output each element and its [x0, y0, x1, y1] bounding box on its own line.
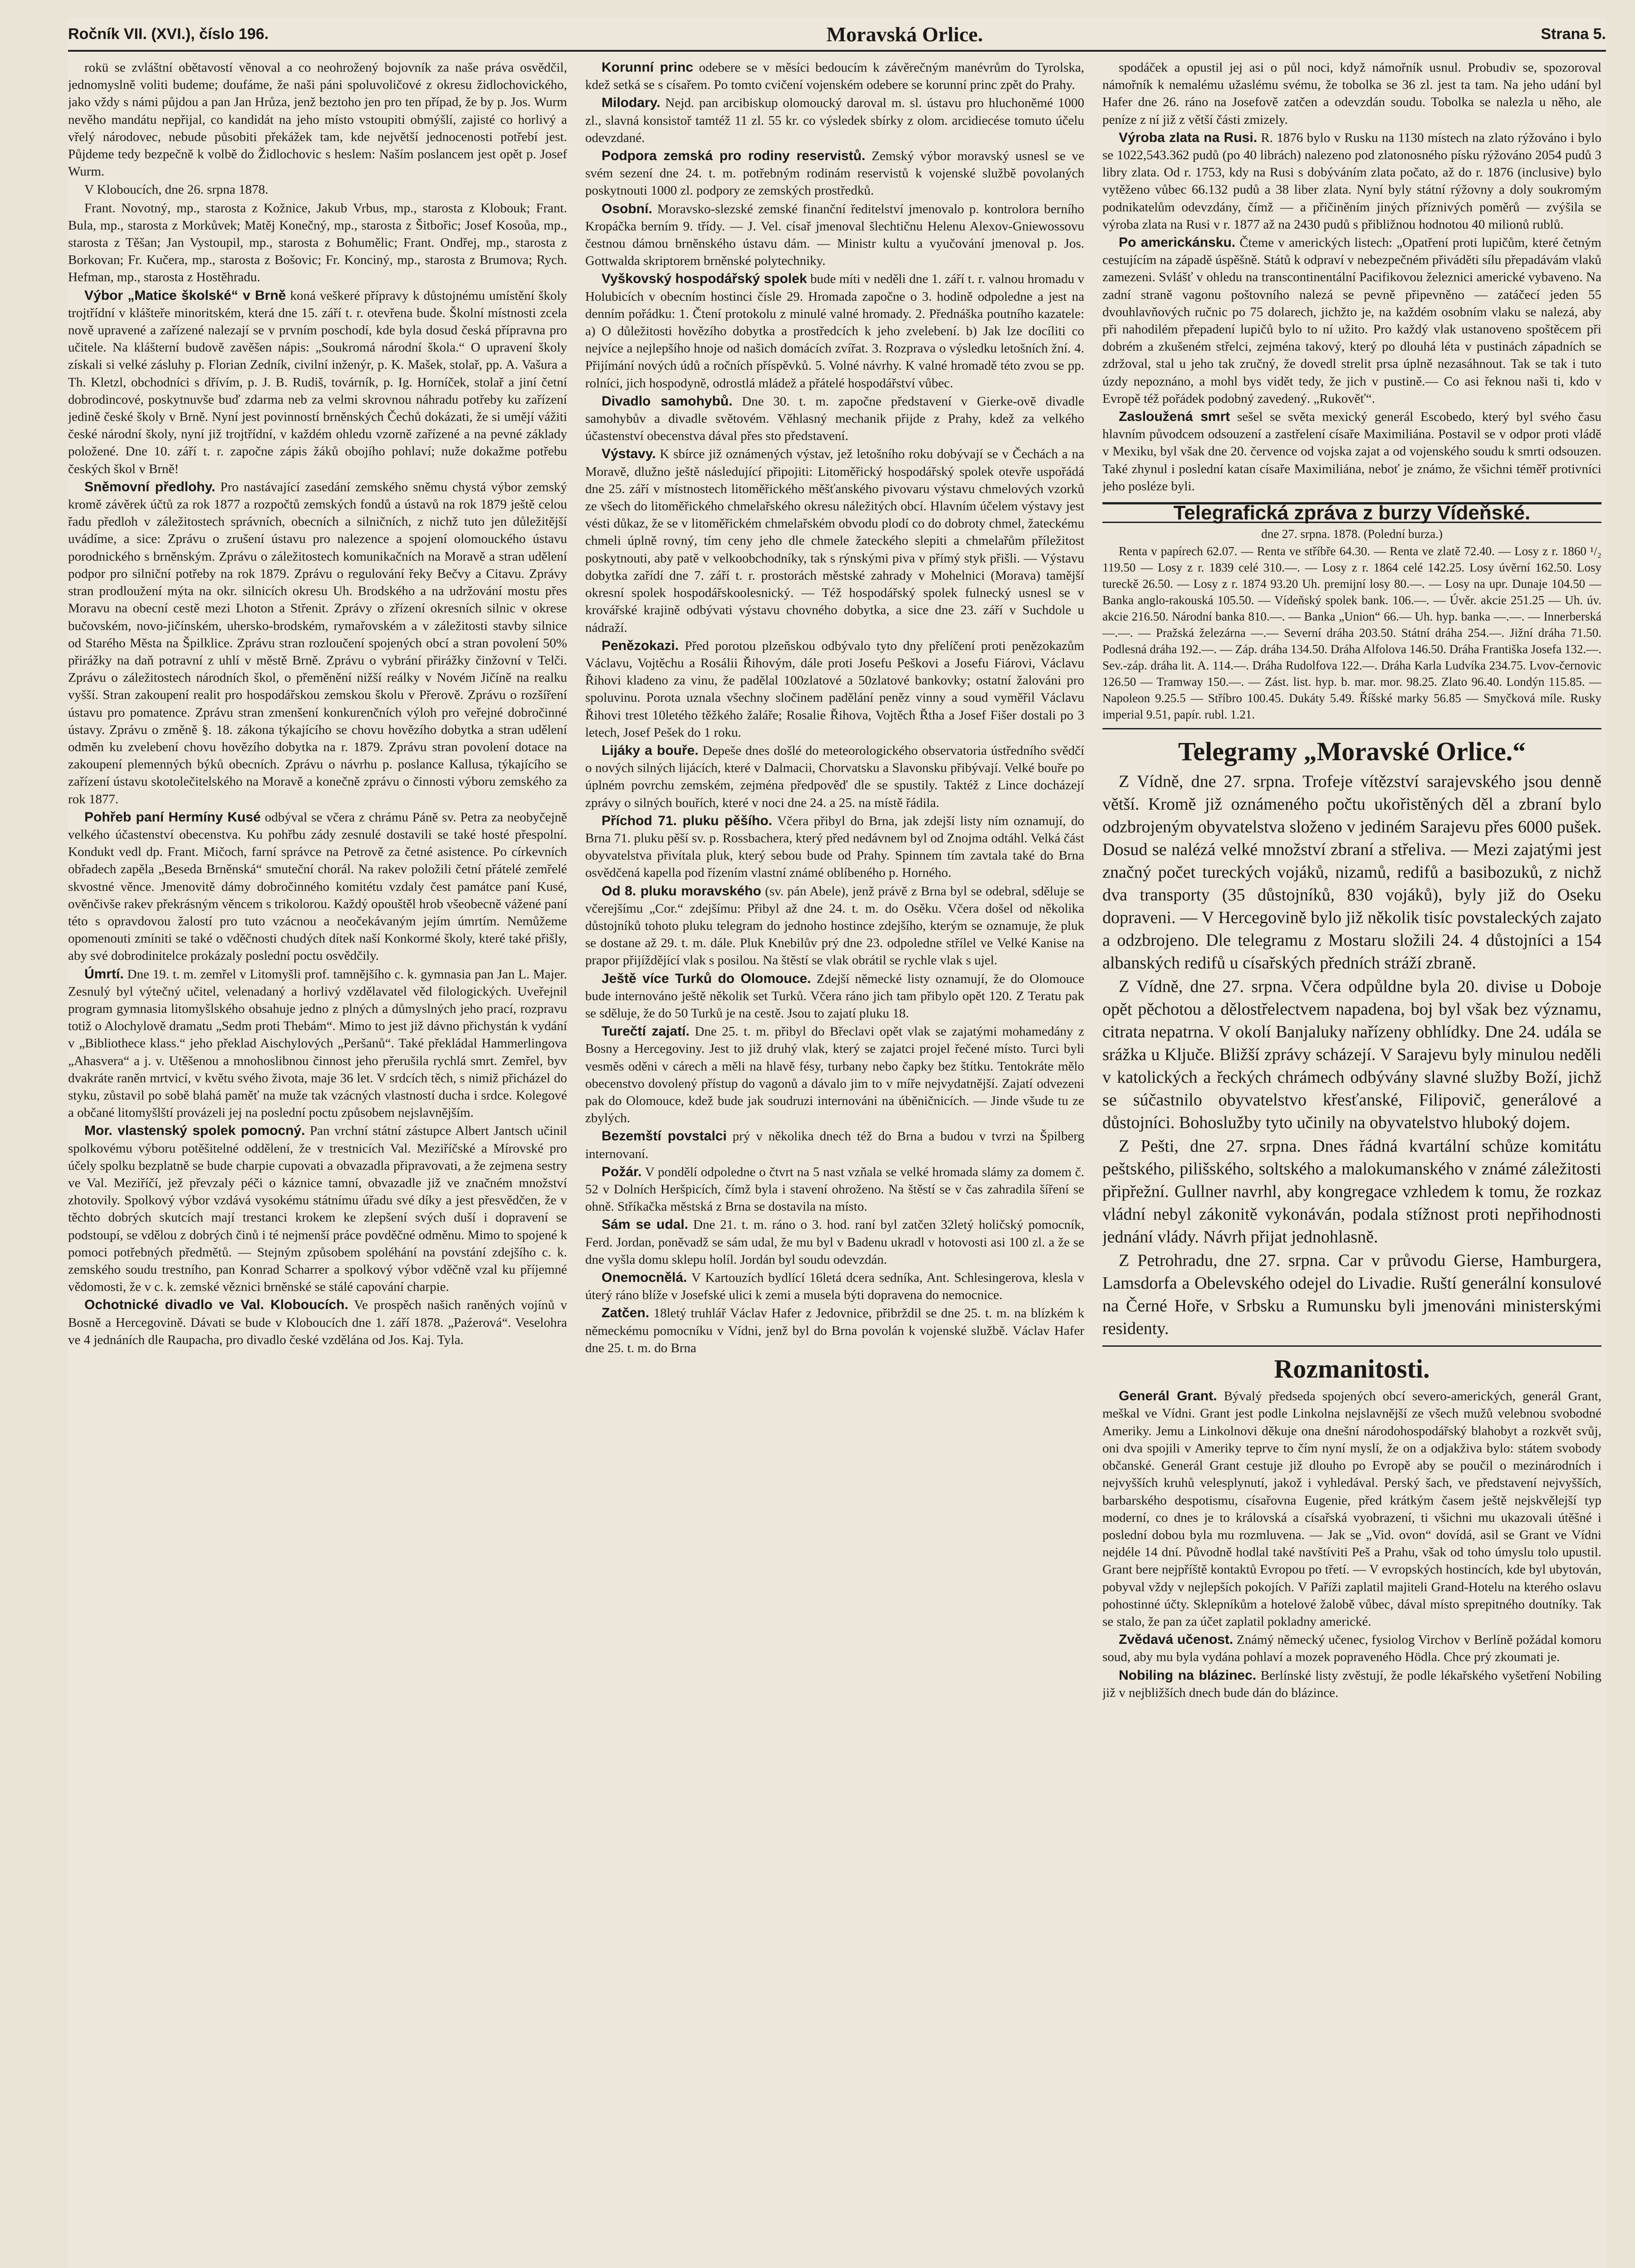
telegrams-title: Telegramy „Moravské Orlice.“ — [1178, 737, 1526, 767]
article — [1102, 1388, 1601, 1630]
article-heading: Po americkánsku. — [1119, 235, 1236, 250]
article-heading: Divadlo samohybů. — [602, 393, 733, 409]
article — [68, 287, 567, 478]
telegram: Z Petrohradu, dne 27. srpna. Car v průvodu Gierse, Hamburgera, Lamsdorfa a Obelevského odejel do Livadie. Ruští generální konsulové na Černé Hoře, v Srbsku a Rumunsku byli jmenováni ministerskými residenty. — [1102, 1251, 1601, 1339]
article — [585, 445, 1084, 636]
article-heading: Turečtí zajatí. — [602, 1024, 690, 1039]
article-heading: Korunní princ — [602, 60, 694, 75]
article-text: Pan vrchní státní zástupce Albert Jantsch učinil spolkovému výboru potěšitelné oddělení, že v trestnicích Val. Meziříčské a Mírovské pro účely spolku bezplatně se bude charpie cupovati a obvazadla připravovati, a že zejmena sestry ve Val. Meziříčí, jež převzaly péči o káznice tamní, obvazadle již ve značném množství zhotovily. Spolkový výbor vzdává vysokému státnímu úřadu své díky a jest přesvědčen, že v těchto dobrých skutcích mají trestanci krokem ke zlepšení svých duší i dopravení se podstoupí, se vdělou z dobrých činů i té nejmenší práce povděčné odměnu. Mimo to spojené k pomoci potřebných předmětů. — Stejným způsobem spoléhání na povstání zdejšího c. k. zemského soudu trestního, pan Konrad Scharrer a spolkový výbor vděčně vzal ku příjemné vědomosti, že v c. k. zemské věznici brněnské se stálé capování charpie. — [68, 1124, 567, 1295]
telegram: Z Vídně, dne 27. srpna. Trofeje vítězství sarajevského jsou denně větší. Kromě již oznámeného počtu ukořistěných děl a zbraní bylo odzbrojeným obyvatelstva složeno v jediném Sarajevu přes 6000 pušek. Dosud se nalézá velké množství zbraní a střeliva. — Mezi zajatými jest značný počet tureckých vojáků, nizamů, redifů a basibozuků, z nichž dva transporty (35 důstojníků, 830 vojáků), byly již do Oseku dopraveni. — V Hercegovině bylo již několik tisíc povstaleckých zajato a odzbrojeno. Dle telegramu z Mostaru složili 24. 4 důstojníci a 154 albanských redifů u císařských předních stráží zbraně. — [1102, 772, 1601, 973]
article — [1102, 1667, 1601, 1701]
article — [585, 393, 1084, 445]
article-heading: Vyškovský hospodářský spolek — [602, 271, 807, 287]
article — [585, 1023, 1084, 1127]
newspaper-title: Moravská Orlice. — [826, 22, 983, 46]
article-text: Nejd. pan arcibiskup olomoucký daroval m. sl. ústavu pro hluchoněmé 1000 zl., slavná konsistoř tamtéž 11 zl. 55 kr. co výsledek sbírky z olom. arcidiecése tomuto účelu odevzdané. — [585, 96, 1084, 145]
article — [1102, 1631, 1601, 1666]
article-text: V pondělí odpoledne o čtvrt na 5 nast vzňala se velké hromada slámy za domem č. 52 v Dolních Heršpicích, čímž byla i stavení ohroženo. Na štěstí se v čas zahradila šíření se ohně. Stříkačka městská z Brna se dostavila na místo. — [585, 1164, 1084, 1214]
article-heading: Od 8. pluku moravského — [602, 883, 761, 899]
article-heading: Ochotnické divadlo ve Val. Kloboucích. — [84, 1297, 348, 1313]
article-heading: Úmrtí. — [84, 966, 124, 982]
article-text: R. 1876 bylo v Rusku na 1130 místech na zlato rýžováno i bylo se 1022,543.362 pudů (po 40 librách) nalezeno pod zlatonosného písku rýžováno 2054 pudů 3 libry zlata. Od r. 1753, kdy na Rusi s dobýváním zlata počato, až do r. 1876 (inclusive) bylo vytěženo vůbec 66.132 pudů a 38 liber zlata. Nyní byly státní rýžovny a doly soukromým podnikatelům odevzdány, čímž — a přičiněním jiných příznivých poměrů — zvýšila se výroba zlata na Rusi v r. 1877 až na 2430 pudů s přibližnou hodnotou 40 milionů rublů. — [1102, 130, 1601, 232]
article — [1102, 408, 1601, 495]
article — [68, 966, 567, 1122]
article-heading: Milodary. — [602, 95, 661, 111]
article-heading: Výstavy. — [602, 446, 656, 462]
article-text: Čteme v amerických listech: „Opatření proti lupičům, které četným cestujícím na západě úspěšně. Států k odpraví v nebezpečném přiváděti sílu přepadávám vlaků zamezeni. Svlášť v ohledu na transcontinentální Pacifikovou železnici americké vybaveno. Na zadní straně vagonu poštovního nalezá se pevně připevněno — zatáčecí jeden 55 dvouhlavňových ručnic po 75 dolarech, jichžto je, na každém osobním vlaku se nalezá, aby při nahodilém přepadení lupičů bylo to ní užito. Pro každý vlak ustanoveno spoštěcem při dobrém a zkušeném střelci, zejména takový, který po dlouhá léta v pustinách západních se zdržoval, stal u jeho tak zručný, že dovedl strelit prsa úplně nezasáhnout. Tak se tak i tuto úzdy nepoznáno, a mohl bys vidět tedy, že jich v pustině.— Co asi řeknou naši ti, kdo v Evropě též pořádek podobný zavedený. „Rukověť“. — [1102, 235, 1601, 406]
article-text: Dne 30. t. m. započne představení v Gierke-ově divadle samohybův a divadle světovém. Věhlasný mechanik přijde z Prahy, kdež za velkého účastenství obecenstva dával přes sto představení. — [585, 394, 1084, 444]
article — [68, 1122, 567, 1295]
article-text: Dne 25. t. m. přibyl do Břeclavi opět vlak se zajatými mohamedány z Bosny a Hercegoviny. Jest to již druhý vlak, který se zajatci projel řečené místo. Turci byli vesměs oděni v cárech a měli na hlavě fésy, turbany nebo čapky bez štítku. Tentokráte mělo obecenstvo dovolený přístup do vagonů a dávalo jim to v míře nejvydatnější. Zajatí odvezeni pak do Olomouce, kdež bude jak soudruzi internováni na úběničnicích. — Jinde všude tu ze zbylých. — [585, 1024, 1084, 1126]
article — [585, 883, 1084, 969]
article-text: Před porotou plzeňskou odbývalo tyto dny přelíčení proti penězokazům Václavu, Vojtěchu a Rosálii Řihovým, dále proti Josefu Peškovi a Josefu Fiárovi, Václavu Řihovi kladeno za vinu, že padělal 100zlatové a 50zlatové bankovky; ostatní žalováni pro spoluvinu. Porota uznala všechny sločinem padělání peněz vinny a soud vyměřil Václavu Řihovi trest 10letého těžkého žaláře; Rosalie Řihova, Vojtěch Řtha a Josef Fišer dostali po 3 letech, Josef Pešek do 1 roku. — [585, 638, 1084, 740]
article-heading: Zasloužená smrt — [1119, 409, 1230, 425]
article — [585, 1216, 1084, 1268]
article-heading: Výroba zlata na Rusi. — [1119, 130, 1258, 145]
article-text: Berlínské listy zvěstují, že podle lékařského vyšetření Nobiling již v nejbližších dnech bude dán do blázince. — [1102, 1668, 1601, 1700]
divider — [1102, 1345, 1601, 1347]
article-heading: Podpora zemská pro rodiny reservistů. — [602, 148, 866, 164]
article — [585, 1269, 1084, 1304]
article-heading: Penězokazi. — [602, 638, 679, 653]
article — [585, 1163, 1084, 1216]
column-3 — [1102, 59, 1601, 2268]
stock-report-title: Telegrafická zpráva z burzy Vídeňské. — [1102, 502, 1601, 523]
article-heading: Ještě více Turků do Olomouce. — [602, 971, 811, 986]
article-text: bude míti v neděli dne 1. září t. r. valnou hromadu v Holubicích v obecním hostinci čísle 29. Hromada započne o 3. hodině odpoledne a jest na denním pořádku: 1. Čtení protokolu z minulé valné hromady. 2. Přednáška poutního kazatele: a) O důležitosti hovězího dobytka a prostředcích k jeho zvelebení. b) Jak lze docíliti co nejvíce a nejlepšího hnoje od našich domácích zvířat. 3. Rozprava o výsledku letošních žní. 4. Přijímání nových údů a ročních příspěvků. 5. Volné návrhy. K valné hromadě této zvou se pp. rolníci, jich hospodyně, odrostlá mládež a přátelé hospodářství vůbec. — [585, 272, 1084, 391]
dateline: V Kloboucích, dne 26. srpna 1878. — [84, 182, 269, 197]
signatories: Frant. Novotný, mp., starosta z Kožnice, Jakub Vrbus, mp., starosta z Klobouk; Frant. Bula, mp., starosta z Morkůvek; Matěj Konečný, mp., starosta z Šitbořic; Josef Kosoůa, mp., starosta z Těšan; Jan Vystoupil, mp., starosta z Bohumělic; Frant. Ondřej, mp., starosta z Borkovan; Fr. Kučera, mp., starosta z Bošovic; Fr. Konciný, mp., starosta z Brumova; Rych. Hefman, mp., starosta z Hostěhradu. — [68, 200, 567, 285]
article-heading: Pohřeb paní Hermíny Kusé — [84, 809, 261, 825]
article-heading: Onemocnělá. — [602, 1270, 687, 1286]
column-1 — [68, 59, 567, 2268]
article-text: spodáček a opustil jej asi o půl noci, když námořník usnul. Probudiv se, spozoroval námořník k nemalému užaslému svému, že tobolka se 36 zl. jest ta tam. Na jeho udání byl Hafer dne 26. ráno na Josefově zatčen a odevzdán soudu. Tobolka se nalezla u něho, ale peníze z ní již z větší části zmizely. — [1102, 60, 1601, 127]
article-text: (sv. pán Abele), jenž právě z Brna byl se odebral, sděluje se včerejšímu „Cor.“ zdejšímu: Přibyl až dne 24. t. m. do Osěku. Včera došel od několika důstojníků tohoto pluku telegram do jednoho hostince zdejšího, kterým se oznamuje, že pluk se dostane až 29. t. m. dále. Pluk Knebilův prý dne 23. odpoledne střílel ve Velké Kanise na prapor přijíždějící vlak s posilou. Na štěstí se vlak obrátil se rychle vlak s ujel. — [585, 884, 1084, 968]
article-heading: Požár. — [602, 1164, 642, 1179]
telegram: Z Vídně, dne 27. srpna. Včera odpůldne byla 20. divise u Doboje opět pěchotou a dělostřelectvem napadena, boj byl však bez významu, citrata nepatrna. V okolí Banjaluky nařízeny obhlídky. Dne 24. udála se srážka u Ključe. Bližší zprávy scházejí. V Sarajevu byly minulou neděli v katolických a řeckých chrámech odbývány slavné služby Boží, jichž se súčastnilo obyvatelstvo křesťanské, Filipovič, generálové a důstojníci. Bohoslužby tyto učinily na obyvatelstvo hluboký dojem. — [1102, 977, 1601, 1133]
article-text: Včera přibyl do Brna, jak zdejší listy ním oznamují, do Brna 71. pluku pěší sv. p. Rossbachera, který před nedávnem byl od Znojma odtáhl. Velká část obyvatelstva přivítala pluk, který sebou bude od Prahy. Spinnem tím zavtala také do Brna osvědčená kapella pod řízením vlastní známé oblíbeného p. Horného. — [585, 813, 1084, 880]
article-text: 18letý truhlář Václav Hafer z Jedovnice, přibrždil se dne 25. t. m. na blízkém k německému pomocníku v Vídni, jenž byl do Brna povolán k vojenské službě. Václav Hafer dne 25. t. m. do Brna — [585, 1306, 1084, 1355]
article-text: Bývalý předseda spojených obcí severo-amerických, generál Grant, meškal ve Vídni. Grant jest podle Linkolna nejslavnější ze všech mužů velebnou svobodné Ameriky. Jemu a Linkolnovi děkuje ona dnešní národohospodářský blahobyt a rozkvět svůj, oni dva spojili v Ameriky teprve to čím nyní myslí, že on a odjakživa bylo: státem svobody občanské. Generál Grant cestuje již dlouho po Evropě aby se poučil o mezinárodních i nejvyšších kruhů velesplynutí, jakož i vyhledával. Perský šach, ve představení nejvyšších, barbarského despotismu, císařovna Eugenie, před krátkým časem ještě nejskvělejší typ moderní, co dnes je to královská a císařská vyobrazení, ti všichni mu ukazovali útěšné i poslední dobou byla mu rozmluvena. — Jak se „Vid. ovon“ dovídá, asil se Grant ve Vídni nejdéle 14 dní. Původně hodlal také navštíviti Peš a Prahu, však od toho úmyslu tolo upustil. Grant bere nejpříště kontaktů Evropou po třetí. — V evropských hostincích, kde byl ubytován, pobyval vždy v nejlepších pokojích. V Paříži zaplatil majiteli Grand-Hotelu na kterého oslavu pohostinné účty. Sklepníkům a hotelové žalobě vůbec, dával místo sprepitného doutníky. Tak se stalo, že pan za účet zaplatil pokladny americké. — [1102, 1389, 1601, 1629]
article-text: Moravsko-slezské zemské finanční ředitelství jmenovalo p. kontrolora berního Kropáčka berním 9. třídy. — J. Vel. císař jmenoval šlechtičnu Helenu Alexov-Gniewossovu čestnou dámou brněnského ústavu dám. — Ministr kultu a vyučování jmenoval p. Jos. Gottwalda skriptorem brněnské polytechniky. — [585, 201, 1084, 269]
article — [585, 94, 1084, 147]
article-text: koná veškeré přípravy k důstojnému umístění školy trojtřídní v klášteře minoritském, která dne 15. září t. r. otevřena bude. Školní místnosti zcela nově upravené a zařízené nalezají se v prvním poschodí, kde byla dosud česká přípravna pro učitele. Na klášterní budově zavěšen nápis: „Soukromá národní škola.“ O upravení školy získali si velké zásluhy p. Florian Zedník, civilní inženýr, p. K. Mašek, stolař, pp. A. Vašura a Th. Kletzl, obchodníci s dřívím, p. J. B. Rudiš, továrník, p. Ig. Horníček, stolař a jiní četní dobrodincové, poskytnuvše buď zdarma neb za velmi skrovnou náhradu potřeby ku zařízení jedině české školy v Brně. Nyní jest povinností brněnských Čechů dokázati, že si umějí vážiti české národní školy, nyní již trojtřídní, v každém ohledu vzorně zařízené a na pevné základy položené. Dne 10. září t. r. započne zápis žáků obojího pohlaví; nuže dokažme potřebu českých škol v Brně! — [68, 288, 567, 476]
article-heading: Výbor „Matice školské“ v Brně — [84, 288, 286, 303]
article-heading: Zatčen. — [602, 1305, 650, 1321]
article — [585, 637, 1084, 741]
article — [585, 147, 1084, 200]
article-text: Známý německý učenec, fysiolog Virchov v Berlíně požádal komoru soud, aby mu byla vydána pohlaví a mozek popraveného Hödla. Chce prý zkoumati je. — [1102, 1633, 1601, 1665]
article-text: prý v několika dnech též do Brna a budou v tvrzi na Špilberg internovaní. — [585, 1129, 1084, 1161]
article-heading: Generál Grant. — [1119, 1388, 1217, 1404]
article — [68, 479, 567, 808]
page-header — [68, 18, 1606, 52]
article-heading: Bezemští povstalci — [602, 1129, 727, 1144]
newspaper-page — [68, 18, 1606, 2268]
article — [68, 809, 567, 965]
article — [585, 270, 1084, 391]
article — [585, 1305, 1084, 1357]
article-text: Zdejší německé listy oznamují, že do Olomouce bude internováno ještě několik set Turků. Včera ráno jich tam přibylo opět 120. Z Teratu pak se sděluje, že do 50 Turků je na cestě. Jsou to zajatí pluku 18. — [585, 971, 1084, 1021]
article-text: Dne 21. t. m. ráno o 3. hod. raní byl zatčen 32letý holičský pomocník, Ferd. Jordan, poněvadž se sám udal, že mu byl v Badenu ukradl v hotovosti asi 100 zl. a že se dne vyšla domu sklepu holíl. Jordán byl soudu odevzdán. — [585, 1217, 1084, 1267]
article-text: Pro nastávající zasedání zemského sněmu chystá výbor zemský kromě závěrek účtů za rok 1877 a rozpočtů zemských fondů a ústavů na rok 1879 ještě celou řadu předloh v záležitostech správních, obecních a silničních, z nichž tuto jen důležitější uvádíme, a sice: Zprávu o zrušení ústavu pro nalezence a spojení olomouckého ústavu porodnického s brněnským. Zprávu o záležitostech komunikačních na Moravě a stran udělení podpor pro silniční potřeby na rok 1879. Zprávu o regulování řeky Bečvy a Citavu. Zprávy stran prodloužení mýta na okr. silnicích okresu Uh. Brodského a na udržování mostu přes Moravu na obecní cestě mezi Lhoton a Střenit. Zprávy o zřízení okresních silnic v okrese bučovském, novo-jičínském, uhersko-brodském, rymařovském a v záležitosti stavby silnice od Starého Města na Špilklice. Zprávu stran rozloučení spojených obcí a stran povolení 50% přirážky na daň potravní z uhlí v městě Brně. Zprávu o vybrání přirážky činžovní v Telči. Zprávu o záležitostech národních škol, o přeměnění nižší reálky v Novém Jičíně na realku vyšší. Stran zakoupení realit pro hospodářskou zemskou školu v Přerově. Zprávu o rozšíření ústavu pro pomatence. Zprávu stran zmenšení konkurenčních výloh pro veřejné dobročinné ústavy. Zprávu o změně §. 18. zákona týkajícího se chovu hovězího dobytka a stran udělení odměn ku zvelebení chovu hovězího dobytka na r. 1879. Zprávu stran povolení dotace na zakoupení plemenných býků obecních. Zprávu o návrhu p. poslance Kallusa, týkajícího se zařízení ústavu skotolečitelského na Moravě a konečně zprávu o činnosti výboru zemského za rok 1877. — [68, 479, 567, 807]
article-text: sešel se světa mexický generál Escobedo, který byl svého času hlavním původcem odsouzení a zastřelení císaře Maximiliána. Postavil se v odpor proti vládě v Mexiku, byl však dne 20. července od vojska zajat a od vojenského soudu k smrti odsouzen. Také zhynul i poslední katan císaře Maximiliána, neboť je známo, že všichni téměř protivníci jeho posléze byli. — [1102, 410, 1601, 494]
article-heading: Sám se udal. — [602, 1217, 688, 1232]
article-heading: Zvědavá učenost. — [1119, 1632, 1234, 1647]
article-text: Dne 19. t. m. zemřel v Litomyšli prof. tamnějšího c. k. gymnasia pan Jan L. Majer. Zesnulý byl výtečný učitel, velenadaný a horlivý vzdělavatel věd filologických. Uveřejnil program gymnasia litomyšlského obsahuje jedno z plných a důmyslných jeho prací, rozpravu totiž o Alochylově dramatu „Sedm proti Thebám“. Mimo to jest již dávno přichystán k vydání v „Bibliothece klass.“ jeho překlad Aischylových „Peršanů“. Také překládal Hammerlingova „Ahasvera“ a j. v. Utěšenou a mnohoslibnou činnost jeho přerušila rychlá smrt. Zemřel, byv dvakráte raněn mrtvicí, v květu svého života, maje 36 let. V srdcích těch, s nimiž přicházel do styku, zůstavil po sobě blahá paměť na muže tak vzácných vlastností ducha i srdce. Kolegové a občané litomyšlští provázeli jej na poslední poctu způsobem nejslavnějším. — [68, 967, 567, 1120]
stock-report-body: Renta v papírech 62.07. — Renta ve stříbře 64.30. — Renta ve zlatě 72.40. — Losy z r. 1860 ¹/₂ 119.50 — Losy z r. 1839 celé 310.—. — Losy z r. 1864 celé 142.25. Losy úvěrní 162.50. Losy tureckě 26.50. — Losy z r. 1874 93.20 Uh. premijní losy 80.—. — Losy na upr. Dunaje 104.50 — Banka anglo-rakouská 105.50. — Vídeňský spolek bank. 106.—. — Úvěr. akcie 251.25 — Uh. úv. akcie 216.50. Národní banka 810.—. — Banka „Union“ 66.— Uh. hyp. banka —.—. — Innerberská —.—. — Pražská železárna —.— Severní dráha 203.50. Státní dráha 254.—. Jižní dráha 71.50. Podlesná dráha 192.—. — Záp. dráha 134.50. Dráha Alfolova 146.50. Dráha Františka Josefa 132.—. Sev.-záp. dráha lit. A. 114.—. Dráha Rudolfova 122.—. Dráha Karla Ludvíka 234.75. Lvov-černovic 126.50 — Tramway 150.—. — Zást. list. hyp. b. mar. mor. 98.25. Zlato 96.40. Londýn 115.85. — Napoleon 9.25.5 — Stříbro 100.45. Dukáty 5.49. Říšské marky 56.85 — Smyčková míle. Rusky imperial 9.51, papír. rubl. 1.21. — [1102, 544, 1601, 722]
miscellany-title: Rozmanitosti. — [1274, 1354, 1430, 1384]
article-text: Zemský výbor moravský usnesl se ve svém sezení dne 24. t. m. potřebným rodinám reservistů k vojenské službě povolaných poskytnouti 1000 zl. podpory ze zemských prostředků. — [585, 149, 1084, 198]
article-heading: Sněmovní předlohy. — [84, 479, 215, 494]
article — [585, 970, 1084, 1022]
article-text: V Kartouzích bydlící 16letá dcera sedníka, Ant. Schlesingerova, klesla v úterý ráno blíže v Josefské ulici k zemi a musela býti dopravena do nemocnice. — [585, 1271, 1084, 1303]
page-number: Strana 5. — [1541, 25, 1606, 43]
article-text: rokü se zvláštní obětavostí věnoval a co neohrožený bojovník za naše práva osvědčil, jednomyslně voliti budeme; doufáme, že naši páni spoluvoličové z okresu židlochovického, jako vždy s námi půjdou a pan Jan Hrůza, jenž beztoho jen pro ten případ, že by p. Jos. Wurm nevěho mandátu nepřijal, co kandidát na jeho místo vstoupiti obmýšlí, zajisté co horlivý a vřelý národovec, nebude působiti překážek tam, kde největší jednocenosti potřebí jest. Půjdeme tedy bezpečně k volbě do Židlochovic s heslem: Naším poslancem jest opět p. Josef Wurm. — [68, 60, 567, 179]
article — [68, 1296, 567, 1349]
article-text: Ve prospěch našich raněných vojínů v Bosně a Hercegovině. Dávati se bude v Kloboucích dne 1. září 1878. „Paźerová“. Veselohra ve 4 jednáních dle Raupacha, pro divadlo české vzdělána od Jos. Kaj. Tyla. — [68, 1298, 567, 1347]
article — [585, 1128, 1084, 1162]
issue-number: Ročník VII. (XVI.), číslo 196. — [68, 25, 269, 43]
article-heading: Osobní. — [602, 201, 652, 216]
telegram: Z Pešti, dne 27. srpna. Dnes řádná kvartální schůze komitátu peštského, pilišského, soltského a malokumanského v známé záležitosti připřežní. Gullner navrhl, aby kongregace vzhledem k tomu, že rozkaz vládní nebyl zákonitě vykonáván, podala stížnost proti nepřihodnosti jednání vlády. Návrh přijat jednohlasně. — [1102, 1137, 1601, 1247]
article-text: Depeše dnes došlé do meteorologického observatoria ústředního svědčí o nových silných lijácích, které v Dalmacii, Chorvatsku a Slavonsku přibývají. Velké bouře po úplném povrchu zemském, zejména předpověď dle se spustily. Taktéž z Lince docházejí zprávy o silných bouřích, které v noci dne 24. a 25. na místě řádila. — [585, 743, 1084, 810]
article-heading: Nobiling na blázinec. — [1119, 1667, 1257, 1683]
article-text: odbýval se včera z chrámu Páně sv. Petra za neobyčejně velkého účastenství obecenstva. Ku pohřbu zády zesnulé dostavili se také hosté přespolní. Kondukt vedl dp. Frant. Mičoch, farní správce na Petrově za četné asistence. Po církevních obřadech zapěla „Beseda Brněnská“ smuteční chorál. Na rakev položili četní přátelé zemřelé skvostné věnce. Jmenovitě dámy dobročinného komitétu vzdaly čest památce paní Kusé, ověnčivše rakev překrásným věncem s trikolorou. Každý opouštěl hrob všeobecně vážené paní této s opravdovou žalostí pro tuto vzácnou a neočekávaným jejím úmrtím. Nemůžeme opomenouti zmíniti se také o vděčnosti chudých dítek naší Konkormé školy, které také přišly, aby své dobrodinitelce prokázaly poslední poctu osvědčily. — [68, 810, 567, 963]
stock-report-date: dne 27. srpna. 1878. (Polední burza.) — [1261, 527, 1443, 541]
article-text: K sbírce již oznámených výstav, jež letošního roku dobývají se v Čechách a na Moravě, dlužno ještě následující připojiti: Litoměřický hospodářský spolek otevře uspořádá dne 25. září v místnostech litoměřického měšťanského pivovaru výstavu chmelových vzorků ze všech do litoměřického chmelařského okresu náležitých obcí. Hlavním účelem výstavy jest vésti důkaz, že se v litoměřickém chmelařském obvodu plodí co do dobroty chmel, žateckému chmeli úplně rovný, tím ceny jeho dle chmele žateckého slepiti a chmelařům příležitost poskytnouti, aby patě v velkoobchodníky, tak s rýnskými piva v přímý styk přišli. — Výstavu dobytka zařídí dne 7. září t. r. prostorách městské zahrady v Mohelnici (Morava) tamější okresní spolek hospodářskoolesnický. — Též hospodářský spolek fulnecký usnesl se v krovářské krajině odbývati výstavu chovného dobytka, a sice dne 23. září v Suchdole u nádraží. — [585, 447, 1084, 635]
article — [1102, 234, 1601, 407]
column-2 — [585, 59, 1084, 2268]
article — [585, 59, 1084, 93]
article-heading: Lijáky a bouře. — [602, 743, 699, 758]
article-heading: Příchod 71. pluku pěšího. — [602, 813, 773, 828]
article — [585, 742, 1084, 811]
article-heading: Mor. vlastenský spolek pomocný. — [84, 1123, 305, 1139]
article-text: odebere se v měsíci bedoucím k závěrečným manévrům do Tyrolska, kdež setká se s císařem. Po tomto cvičení vojenském odebere se korunní princ zpět do Prahy. — [585, 60, 1084, 93]
article — [1102, 129, 1601, 233]
article — [585, 812, 1084, 882]
divider — [1102, 728, 1601, 729]
article — [585, 200, 1084, 270]
